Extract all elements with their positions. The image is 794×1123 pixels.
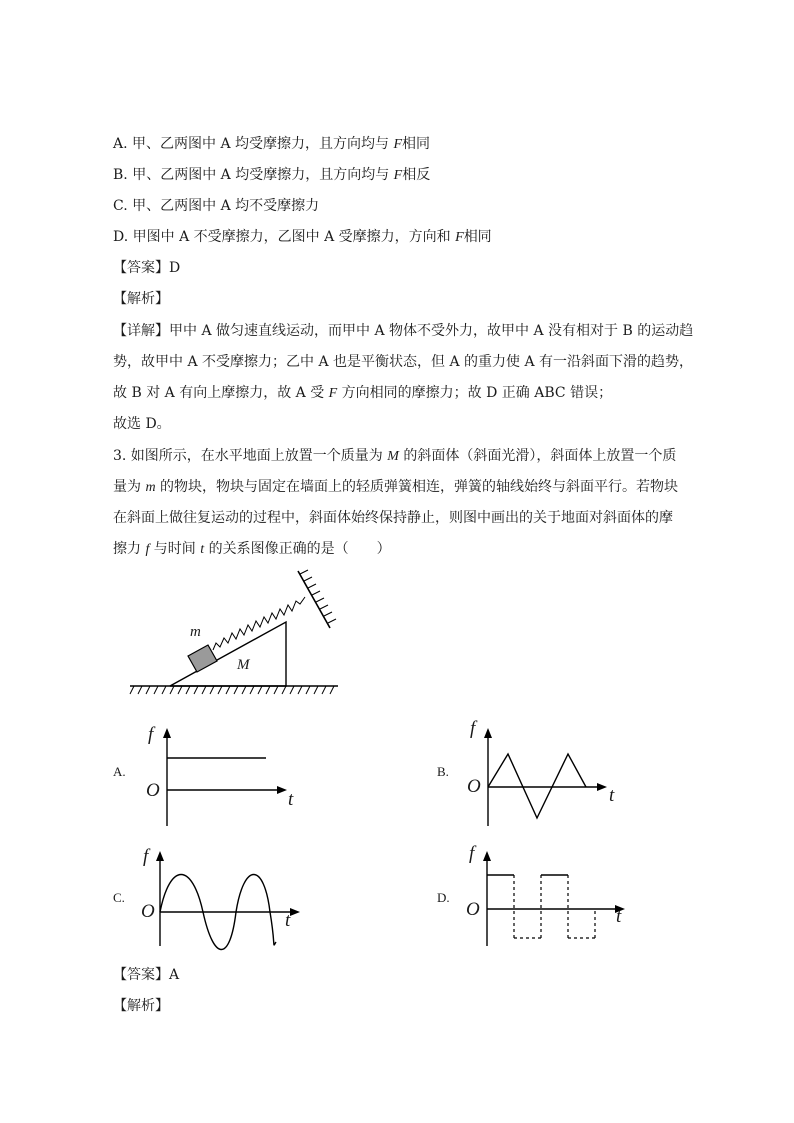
graph-c-option: C.	[113, 890, 125, 905]
graph-d-option: D.	[437, 890, 450, 905]
q3-line-2: 量为 m 的物块，物块与固定在墙面上的轻质弹簧相连，弹簧的轴线始终与斜面平行。若物块	[113, 479, 679, 495]
graph-c	[156, 851, 300, 950]
answer-q2: 【答案】D	[113, 260, 181, 276]
graph-c-y-label: f	[143, 846, 149, 867]
graph-d	[483, 851, 625, 946]
graph-a-origin: O	[146, 780, 160, 801]
option-a: A. 甲、乙两图中 A 均受摩擦力，且方向均与 F相同	[113, 136, 431, 152]
option-b: B. 甲、乙两图中 A 均受摩擦力，且方向均与 F相反	[113, 167, 431, 183]
graph-a-y-label: f	[148, 724, 154, 745]
block-label: m	[190, 624, 201, 640]
graph-a-x-label: t	[288, 789, 294, 810]
graph-b-x-label: t	[609, 785, 615, 806]
graph-b	[484, 728, 607, 826]
graph-c-y-arrow	[156, 851, 164, 861]
analysis-heading-q2: 【解析】	[113, 291, 169, 307]
graph-d-y-arrow	[483, 851, 491, 861]
graph-d-x-label: t	[616, 906, 622, 927]
q3-line-4: 擦力 f 与时间 t 的关系图像正确的是（ ）	[113, 541, 391, 557]
graph-b-curve	[488, 754, 586, 818]
graph-b-x-arrow	[597, 783, 607, 791]
q3-line-3: 在斜面上做往复运动的过程中，斜面体始终保持静止，则图中画出的关于地面对斜面体的摩	[113, 510, 673, 526]
graph-c-x-label: t	[285, 910, 291, 931]
conclusion-q2: 故选 D。	[113, 416, 171, 432]
analysis-heading-q3: 【解析】	[113, 998, 169, 1014]
graph-b-origin: O	[467, 776, 481, 797]
ground-hatch	[130, 686, 334, 694]
detail-line-2: 势，故甲中 A 不受摩擦力；乙中 A 也是平衡状态，但 A 的重力使 A 有一沿斜面下滑的趋势，	[113, 354, 694, 370]
detail-line-1: 【详解】甲中 A 做匀速直线运动，而甲中 A 物体不受外力，故甲中 A 没有相对于 B 的运动趋	[113, 323, 694, 339]
incline-label: M	[237, 657, 250, 673]
graph-a-y-arrow	[163, 728, 171, 738]
graph-a-x-arrow	[277, 786, 287, 794]
graph-d-curve	[487, 875, 595, 938]
answer-q3: 【答案】A	[113, 967, 180, 983]
wall-hatch	[300, 570, 336, 623]
graph-a	[163, 728, 287, 826]
spring	[213, 597, 305, 650]
graph-d-origin: O	[466, 899, 480, 920]
graph-b-y-label: f	[470, 718, 476, 739]
option-c: C. 甲、乙两图中 A 均不受摩擦力	[113, 198, 320, 214]
q3-line-1: 3. 如图所示，在水平地面上放置一个质量为 M 的斜面体（斜面光滑），斜面体上放置一个质	[113, 448, 677, 464]
graph-b-option: B.	[437, 764, 449, 779]
graph-c-origin: O	[141, 901, 155, 922]
graph-a-option: A.	[113, 764, 126, 779]
incline-figure	[130, 570, 338, 694]
option-d: D. 甲图中 A 不受摩擦力，乙图中 A 受摩擦力，方向和 F相同	[113, 229, 492, 245]
graph-d-y-label: f	[469, 843, 475, 864]
graph-c-x-arrow	[290, 908, 300, 916]
graph-b-y-arrow	[484, 728, 492, 738]
block-m	[188, 645, 217, 672]
detail-line-3: 故 B 对 A 有向上摩擦力，故 A 受 F 方向相同的摩擦力；故 D 正确 ABC 错误；	[113, 385, 613, 401]
incline-body	[170, 622, 286, 686]
